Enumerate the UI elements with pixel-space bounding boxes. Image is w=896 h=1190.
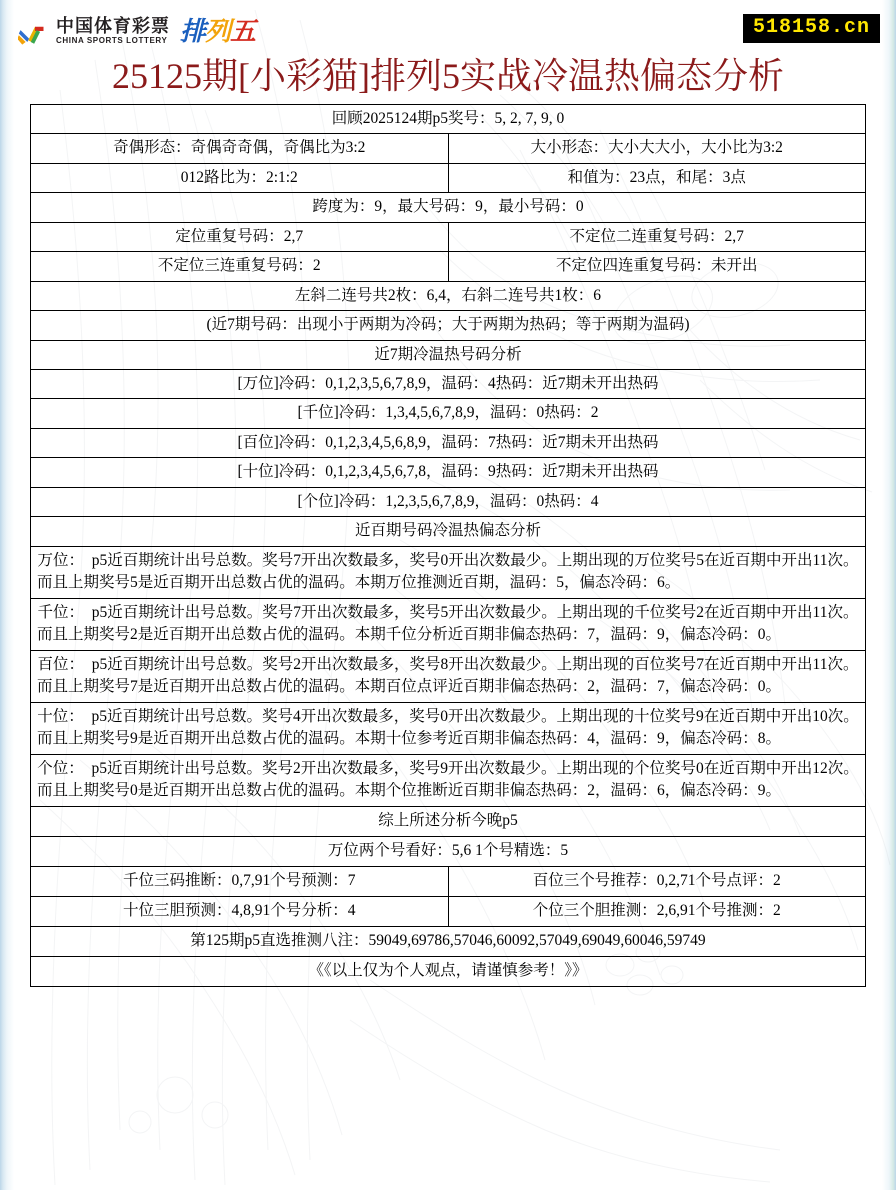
table-row xyxy=(31,104,866,133)
table-row xyxy=(31,956,866,986)
route012-ratio: 012路比为：2:1:2 xyxy=(31,163,449,192)
table-row xyxy=(31,311,866,340)
section-100-ge: 个位： p5近百期统计出号总数。奖号2开出次数最多，奖号9开出次数最少。上期出现的个位奖号0在近百期中开出12次。而且上期奖号0是近百期开出总数占优的温码。本期个位推断近百期非偏态热码：2，温码：6，偏态冷码：9。 xyxy=(31,754,866,806)
section-7-qian: [千位]冷码：1,3,4,5,6,7,8,9，温码：0热码：2 xyxy=(31,399,866,428)
table-row xyxy=(31,546,866,598)
nonpositional-double-repeat: 不定位二连重复号码：2,7 xyxy=(448,222,866,251)
summary-ge: 个位三个胆推测：2,6,91个号推测：2 xyxy=(448,896,866,926)
section-100-shi: 十位： p5近百期统计出号总数。奖号4开出次数最多，奖号0开出次数最少。上期出现的十位奖号9在近百期中开出10次。而且上期奖号9是近百期开出总数占优的温码。本期十位参考近百期非偏态热码：4，温码：9，偏态冷码：8。 xyxy=(31,702,866,754)
table-row xyxy=(31,222,866,251)
section-7-wan: [万位]冷码：0,1,2,3,5,6,7,8,9，温码：4热码：近7期未开出热码 xyxy=(31,370,866,399)
table-row xyxy=(31,806,866,836)
table-row xyxy=(31,517,866,546)
brand-name-en: CHINA SPORTS LOTTERY xyxy=(56,36,168,45)
section-100-bai: 百位： p5近百期统计出号总数。奖号2开出次数最多，奖号8开出次数最少。上期出现的百位奖号7在近百期中开出11次。而且上期奖号7是近百期开出总数占优的温码。本期百位点评近百期非偏态热码：2，温码：7，偏态冷码：0。 xyxy=(31,650,866,702)
section-100-wan: 万位： p5近百期统计出号总数。奖号7开出次数最多，奖号0开出次数最少。上期出现的万位奖号5在近百期中开出11次。而且上期奖号5是近百期开出总数占优的温码。本期万位推测近百期，温码：5，偏态冷码：6。 xyxy=(31,546,866,598)
site-url-badge: 518158.cn xyxy=(743,14,880,43)
table-row xyxy=(31,252,866,281)
sum-value: 和值为：23点，和尾：3点 xyxy=(448,163,866,192)
brand-name-cn: 中国体育彩票 xyxy=(56,16,170,36)
table-row xyxy=(31,598,866,650)
table-row xyxy=(31,754,866,806)
parity-shape: 奇偶形态：奇偶奇奇偶，奇偶比为3:2 xyxy=(31,134,449,163)
table-row xyxy=(31,866,866,896)
nonpositional-triple-repeat: 不定位三连重复号码：2 xyxy=(31,252,449,281)
table-row xyxy=(31,428,866,457)
section-100-heading: 近百期号码冷温热偏态分析 xyxy=(31,517,866,546)
table-row xyxy=(31,134,866,163)
product-logo-pailie5: 排列五 xyxy=(180,16,256,46)
table-row xyxy=(31,650,866,702)
table-row xyxy=(31,281,866,310)
summary-heading: 综上所述分析今晚p5 xyxy=(31,806,866,836)
summary-shi: 十位三胆预测：4,8,91个号分析：4 xyxy=(31,896,449,926)
direct-picks-row: 第125期p5直选推测八注：59049,69786,57046,60092,57049,69049,60046,59749 xyxy=(31,926,866,956)
nonpositional-quad-repeat: 不定位四连重复号码：未开出 xyxy=(448,252,866,281)
cold-warm-hot-note: (近7期号码：出现小于两期为冷码；大于两期为热码；等于两期为温码) xyxy=(31,311,866,340)
lottery-logo-icon xyxy=(18,16,52,46)
section-7-bai: [百位]冷码：0,1,2,3,4,5,6,8,9，温码：7热码：近7期未开出热码 xyxy=(31,428,866,457)
summary-wan-row: 万位两个号看好：5,6 1个号精选：5 xyxy=(31,836,866,866)
analysis-table xyxy=(30,104,866,987)
table-row xyxy=(31,370,866,399)
table-row xyxy=(31,836,866,866)
table-row xyxy=(31,896,866,926)
review-headline: 回顾2025124期p5奖号：5, 2, 7, 9, 0 xyxy=(31,104,866,133)
page-title: 25125期[小彩猫]排列5实战冷温热偏态分析 xyxy=(112,56,784,96)
section-7-ge: [个位]冷码：1,2,3,5,6,7,8,9，温码：0热码：4 xyxy=(31,487,866,516)
table-row xyxy=(31,458,866,487)
positional-repeat: 定位重复号码：2,7 xyxy=(31,222,449,251)
table-row xyxy=(31,487,866,516)
table-row xyxy=(31,193,866,222)
table-row xyxy=(31,340,866,369)
summary-bai: 百位三个号推荐：0,2,71个号点评：2 xyxy=(448,866,866,896)
table-row xyxy=(31,399,866,428)
table-row xyxy=(31,702,866,754)
section-7-shi: [十位]冷码：0,1,2,3,4,5,6,7,8，温码：9热码：近7期未开出热码 xyxy=(31,458,866,487)
diagonal-row: 左斜二连号共2枚：6,4，右斜二连号共1枚：6 xyxy=(31,281,866,310)
size-shape: 大小形态：大小大大小，大小比为3:2 xyxy=(448,134,866,163)
section-100-qian: 千位： p5近百期统计出号总数。奖号7开出次数最多，奖号5开出次数最少。上期出现的千位奖号2在近百期中开出11次。而且上期奖号2是近百期开出总数占优的温码。本期千位分析近百期非偏态热码：7，温码：9，偏态冷码：0。 xyxy=(31,598,866,650)
section-7-heading: 近7期冷温热号码分析 xyxy=(31,340,866,369)
site-header xyxy=(0,0,896,56)
span-row: 跨度为：9，最大号码：9，最小号码：0 xyxy=(31,193,866,222)
sports-lottery-logo xyxy=(18,16,255,46)
summary-qian: 千位三码推断：0,7,91个号预测：7 xyxy=(31,866,449,896)
table-row xyxy=(31,163,866,192)
disclaimer-row: 《《以上仅为个人观点，请谨慎参考！》》 xyxy=(31,956,866,986)
table-row xyxy=(31,926,866,956)
